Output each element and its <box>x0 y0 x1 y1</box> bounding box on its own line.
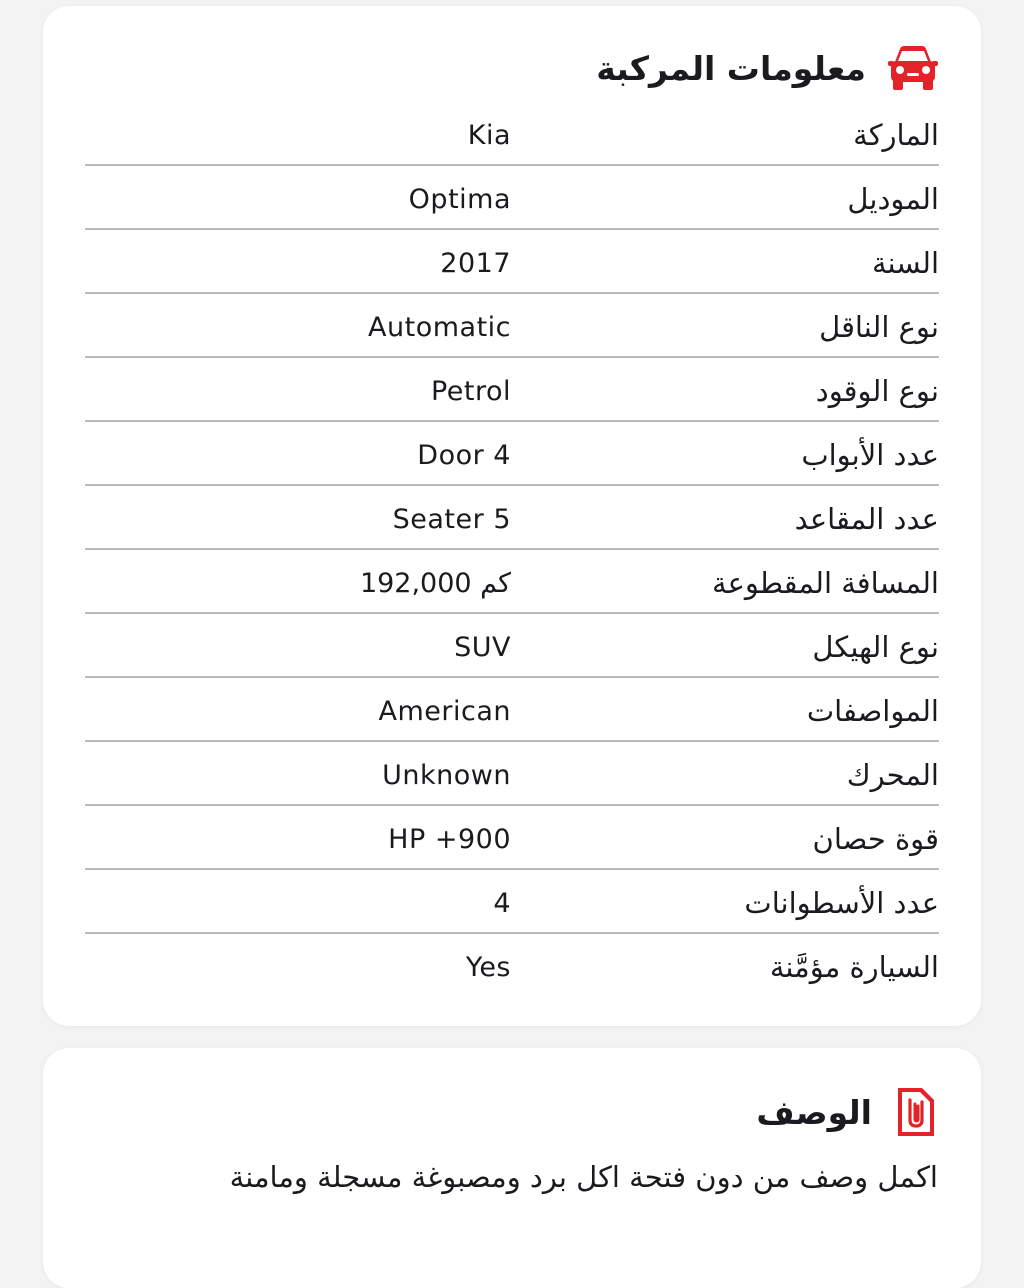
spec-row <box>85 230 939 294</box>
spec-label: المسافة المقطوعة <box>712 566 939 600</box>
spec-value: 192,000 كم <box>359 568 511 599</box>
spec-label: عدد الأسطوانات <box>744 886 939 920</box>
description-title: الوصف <box>756 1092 872 1132</box>
description-header <box>756 1084 938 1140</box>
spec-row <box>85 742 939 806</box>
spec-value: Unknown <box>382 760 511 791</box>
description-text: اكمل وصف من دون فتحة اكل برد ومصبوغة مسجلة ومامنة <box>229 1160 938 1194</box>
spec-value: SUV <box>454 632 511 663</box>
spec-label: الموديل <box>847 182 939 216</box>
vehicle-info-title: معلومات المركبة <box>596 48 866 88</box>
spec-value: Seater 5 <box>392 504 511 535</box>
spec-row <box>85 102 939 166</box>
car-icon <box>888 45 938 91</box>
spec-row <box>85 422 939 486</box>
spec-label: نوع الوقود <box>815 374 939 408</box>
spec-label: السنة <box>871 246 939 280</box>
spec-value: Automatic <box>368 312 511 343</box>
description-card <box>43 1048 981 1288</box>
spec-row <box>85 294 939 358</box>
spec-value: Optima <box>408 184 511 215</box>
spec-row <box>85 678 939 742</box>
spec-row <box>85 166 939 230</box>
spec-value: Yes <box>465 952 511 983</box>
spec-label: نوع الناقل <box>819 310 939 344</box>
vehicle-info-card <box>43 6 981 1026</box>
spec-value: 4 <box>493 888 511 919</box>
spec-label: السيارة مؤمَّنة <box>769 950 939 984</box>
spec-row <box>85 550 939 614</box>
attachment-icon <box>894 1086 938 1138</box>
spec-label: قوة حصان <box>812 822 939 856</box>
spec-label: الماركة <box>853 118 939 152</box>
vehicle-info-list <box>85 102 939 998</box>
spec-value: Petrol <box>430 376 511 407</box>
vehicle-info-header <box>596 40 938 96</box>
spec-row <box>85 806 939 870</box>
spec-value: Kia <box>467 120 511 151</box>
spec-label: عدد المقاعد <box>794 502 939 536</box>
spec-row <box>85 614 939 678</box>
spec-row <box>85 934 939 998</box>
spec-value: HP +900 <box>388 824 511 855</box>
spec-label: نوع الهيكل <box>812 630 939 664</box>
spec-row <box>85 358 939 422</box>
spec-value: 2017 <box>440 248 511 279</box>
spec-row <box>85 870 939 934</box>
spec-value: American <box>378 696 511 727</box>
spec-label: عدد الأبواب <box>801 438 939 472</box>
spec-label: المحرك <box>846 758 939 792</box>
spec-label: المواصفات <box>806 694 939 728</box>
spec-row <box>85 486 939 550</box>
spec-value: Door 4 <box>417 440 511 471</box>
